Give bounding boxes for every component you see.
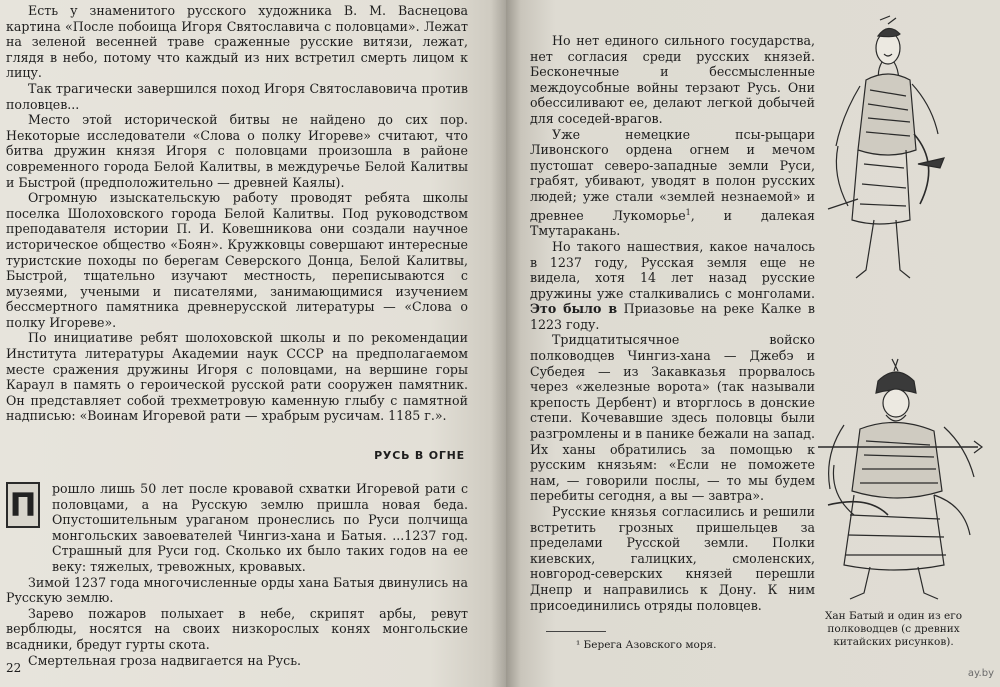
- right-page: [506, 0, 1000, 687]
- paragraph-tail: , и далекая Тмутаракань.: [530, 207, 815, 239]
- paragraph: По инициативе ребят шолоховской школы и по рекомендации Института литературы Академии наук СССР на предполагаемом месте сражения дружины Игоря с половцами, на вершине горы Караул в память о героической русской рати сооружен памятник. Он представляет собой трехметровую каменную глыбу с памятной надписью: «Воинам Игоревой рати — храбрым русичам. 1185 г.».: [6, 330, 468, 424]
- paragraph: [530, 239, 815, 333]
- footnote-marker: 1: [685, 207, 691, 217]
- paragraph-tail: Приазовье на реке Калке в 1223 году.: [530, 301, 815, 332]
- paragraph: Тридцатитысячное войско полководцев Чингиз-хана — Джебэ и Субедея — из Закавказья прорвалось через «железные ворота» (так называли крепость Дербент) и вторглось в донские степи. Кочевавшие здесь половцы были разгромлены и в панике бежали на запад. Их ханы обратились за помощью к русским князьям: «Если не поможете нам, — говорили послы, — то мы будем перебиты сегодня, а вы — завтра».: [530, 332, 815, 504]
- commander-illustration: [814, 355, 984, 603]
- khan-batu-illustration: [818, 14, 948, 286]
- paragraph: [530, 127, 815, 239]
- paragraph: Но нет единого сильного государства, нет согласия среди русских князей. Бесконечные и бессмысленные междоусобные войны терзают Русь. Они обессиливают ее, делают легкой добычей для соседей-врагов.: [530, 33, 815, 126]
- footnote: ¹ Берега Азовского моря.: [576, 639, 717, 651]
- right-page-text: [530, 33, 815, 613]
- chapter-text: [6, 481, 468, 668]
- paragraph-text: Уже немецкие псы-рыцари Ливонского ордена огнем и мечом пустошат северо-западные земли Руси, грабят, убивают, уводят в полон русских людей; уже стали «землей незнаемой» и древнее Лукоморье: [530, 126, 815, 223]
- paragraph: рошло лишь 50 лет после кровавой схватки Игоревой рати с половцами, а на Русскую землю пришла новая беда. Опустошительным ураганом пронеслись по Руси полчища монгольских завоевателей Чингиз-хана и Батыя. ...1237 год. Страшный для Руси год. Сколько их было таких годов на ее веку: тяжелых, тревожных, кровавых.: [52, 481, 468, 574]
- paragraph-text: Но такого нашествия, какое началось в 1237 году, Русская земля еще не видела, хотя 14 лет назад русские дружины уже сталкивались с монголами.: [530, 238, 815, 301]
- paragraph: Зарево пожаров полыхает в небе, скрипят арбы, ревут верблюды, носятся на своих низкорослых конях монгольские всадники, бредут гурты скота.: [6, 605, 468, 652]
- paragraph: Так трагически завершился поход Игоря Святославовича против половцев...: [6, 80, 468, 112]
- chapter-heading: РУСЬ В ОГНЕ: [374, 449, 465, 462]
- bold-phrase: Это было в: [530, 301, 618, 317]
- chapter-start: [6, 481, 468, 668]
- drop-cap: П: [6, 482, 40, 528]
- paragraph: Русские князья согласились и решили встретить грозных пришельцев за пределами Русской земли. Полки киевских, галицких, смоленских, новгород-северских князей перешли Днепр и направились к Дону. К ним присоединились отряды половцев.: [530, 504, 815, 613]
- paragraph: Место этой исторической битвы не найдено до сих пор. Некоторые исследователи «Слова о полку Игореве» считают, что битва дружин князя Игоря с половцами произошла в районе современного города Белой Калитвы, в междуречье Белой Калитвы и Быстрой (предположительно — древней Каялы).: [6, 112, 468, 190]
- page-number: 22: [6, 661, 22, 675]
- paragraph: Есть у знаменитого русского художника В. М. Васнецова картина «После побоища Игоря Святославича с половцами». Лежат на зеленой весенней траве сраженные русские витязи, лежат, глядя в небо, потому что каждый из них встретил смерть лицом к лицу.: [6, 3, 468, 81]
- paragraph: Смертельная гроза надвигается на Русь.: [28, 652, 302, 668]
- illustration-caption: Хан Батый и один из его полководцев (с древних китайских рисунков).: [824, 610, 963, 648]
- left-page-text: [6, 3, 468, 424]
- footnote-rule: [546, 631, 606, 632]
- watermark: ay.by: [967, 668, 994, 679]
- paragraph: Зимой 1237 года многочисленные орды хана Батыя двинулись на Русскую землю.: [6, 574, 468, 606]
- paragraph: Огромную изыскательскую работу проводят ребята школы поселка Шолоховского города Белой Калитвы. Под руководством преподавателя истории П. И. Ковешникова они создали научное историческое общество «Боян». Кружковцы совершают интересные туристские походы по берегам Северского Донца, Белой Калитвы, Быстрой, тщательно изучают местность, переписываются с музеями, учеными и писателями, занимающимися изучением бессмертного памятника древнерусской литературы — «Слова о полку Игореве».: [6, 190, 468, 330]
